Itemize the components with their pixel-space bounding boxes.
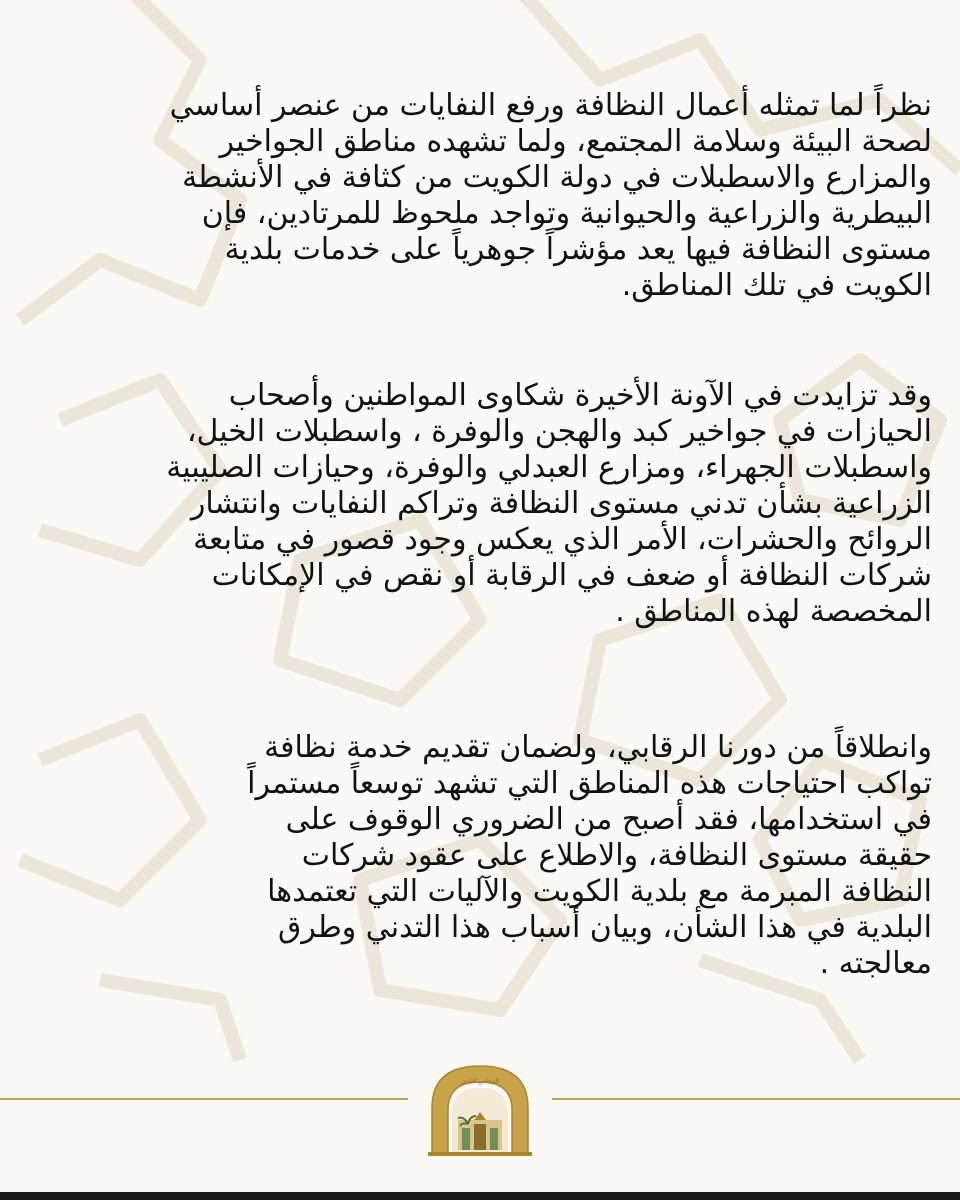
paragraph-1: نظراً لما تمثله أعمال النظافة ورفع النفايات من عنصر أساسي لصحة البيئة وسلامة المجتمع، ولما تشهده مناطق الجواخير والمزارع والاسطبلات في دولة الكويت من كثافة في الأنشطة البيطرية والزراعية والحيوانية وتواجد ملحوظ للمرتادين، فإن مستوى النظافة فيها يعد مؤشراً جوهرياً على خدمات بلدية الكويت في تلك المناطق.	[169, 88, 932, 303]
footer-divider-left	[0, 1098, 408, 1100]
footer-divider-right	[552, 1098, 960, 1100]
paragraph-3: وانطلاقاً من دورنا الرقابي، ولضمان تقديم خدمة نظافة تواكب احتياجات هذه المناطق التي تشهد توسعاً مستمراً في استخدامها، فقد أصبح من الضروري الوقوف على حقيقة مستوى النظافة، والاطلاع على عقود شركات النظافة المبرمة مع بلدية الكويت والآليات التي تعتمدها البلدية في هذا الشأن، وبيان أسباب هذا التدني وطرق معالجته .	[247, 730, 932, 981]
logo-caption: المجلس البلدي	[461, 1078, 499, 1085]
bottom-edge-bar	[0, 1192, 960, 1200]
paragraph-2: وقد تزايدت في الآونة الأخيرة شكاوى المواطنين وأصحاب الحيازات في جواخير كبد والهجن والوفرة ، واسطبلات الخيل، واسطبلات الجهراء، ومزارع العبدلي والوفرة، وحيازات الصليبية الزراعية بشأن تدني مستوى النظافة وتراكم النفايات وانتشار الروائح والحشرات، الأمر الذي يعكس وجود قصور في متابعة شركات النظافة أو ضعف في الرقابة أو نقص في الإمكانات المخصصة لهذه المناطق .	[166, 378, 932, 629]
municipal-council-emblem-icon	[418, 1058, 542, 1158]
